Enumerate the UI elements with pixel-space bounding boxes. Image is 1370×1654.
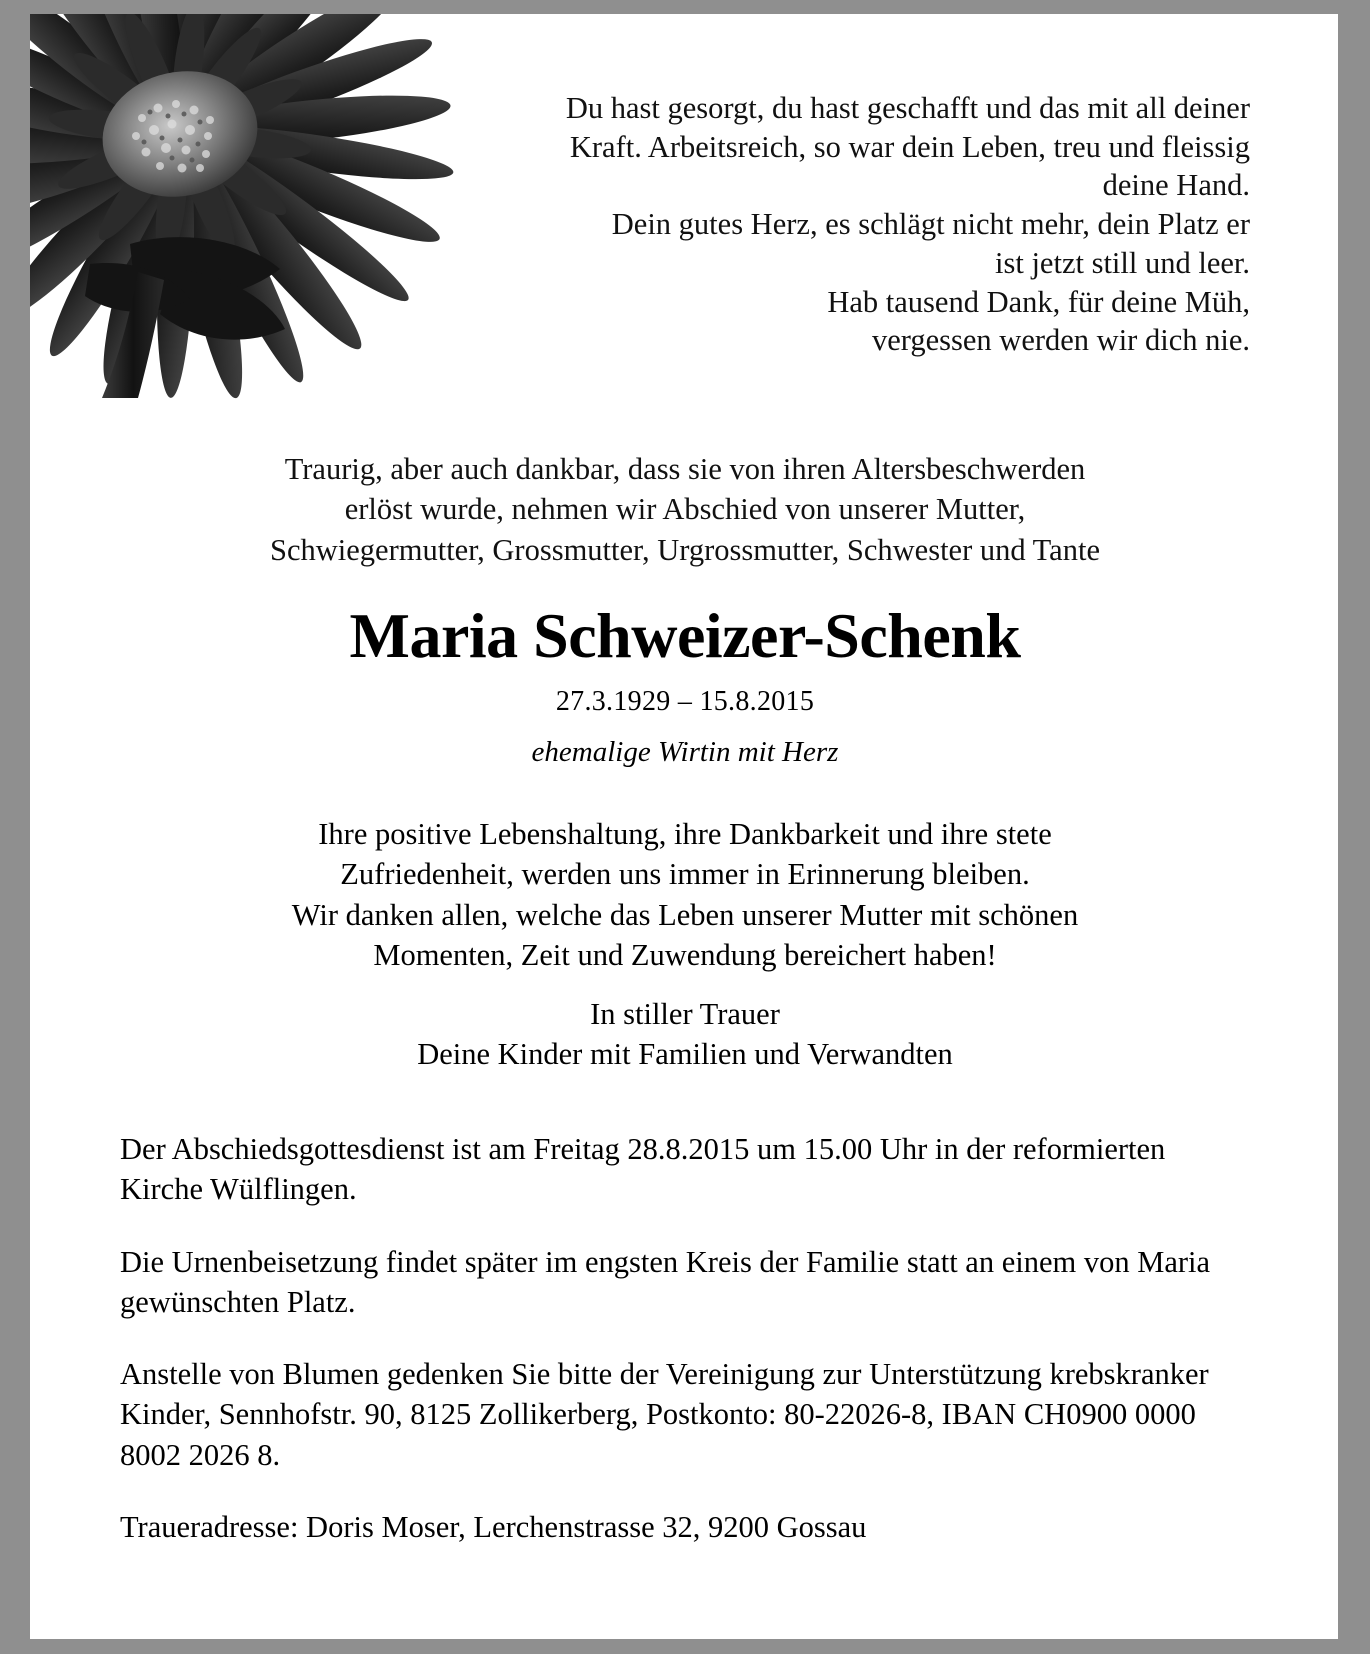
mourners-line: In stiller Trauer	[590, 997, 780, 1031]
donation-info	[120, 1354, 1240, 1475]
poem-line: Kraft. Arbeitsreich, so war dein Leben, treu und fleissig	[569, 129, 1250, 164]
burial-line: an einem von Maria gewünschten Platz.	[120, 1244, 1211, 1319]
intro-text	[110, 449, 1260, 570]
service-info	[120, 1129, 1240, 1210]
memory-line: Wir danken allen, welche das Leben unserer Mutter mit schönen	[291, 897, 1079, 932]
service-line: der reformierten Kirche Wülflingen.	[120, 1132, 1166, 1207]
poem-line: Hab tausend Dank, für deine Müh,	[827, 284, 1250, 319]
memory-line: Zufriedenheit, werden uns immer in Erinnerung bleiben.	[340, 857, 1030, 892]
gerbera-flower-photo	[30, 14, 460, 399]
burial-info	[120, 1242, 1240, 1323]
intro-line: erlöst wurde, nehmen wir Abschied von unserer Mutter,	[344, 492, 1026, 527]
mourners-line: Deine Kinder mit Familien und Verwandten	[417, 1037, 953, 1072]
mourners-text	[110, 994, 1260, 1075]
poem-line: deine Hand.	[1102, 168, 1250, 203]
donation-line: Anstelle von Blumen gedenken Sie bitte der Vereinigung zur	[120, 1357, 862, 1391]
intro-line: Schwiegermutter, Grossmutter, Urgrossmutter, Schwester und Tante	[270, 532, 1100, 567]
memory-line: Momenten, Zeit und Zuwendung bereichert haben!	[373, 937, 997, 972]
role-description: ehemalige Wirtin mit Herz	[531, 736, 839, 768]
obituary-notice	[30, 14, 1338, 1639]
poem-line: ist jetzt still und leer.	[995, 245, 1250, 280]
donation-line: Unterstützung krebskranker Kinder, Sennhofstr. 90, 8125 Zollikerberg,	[120, 1357, 1209, 1432]
life-dates: 27.3.1929 – 15.8.2015	[555, 686, 815, 717]
poem-line: vergessen werden wir dich nie.	[871, 323, 1250, 358]
poem-line: Dein gutes Herz, es schlägt nicht mehr, dein Platz er	[611, 207, 1250, 242]
mourning-address: Traueradresse: Doris Moser, Lerchenstrasse 32, 9200 Gossau	[120, 1509, 867, 1544]
intro-line: Traurig, aber auch dankbar, dass sie von ihren Altersbeschwerden	[284, 452, 1086, 486]
service-line: Der Abschiedsgottesdienst ist am Freitag 28.8.2015 um 15.00 Uhr in	[120, 1132, 959, 1166]
memory-line: Ihre positive Lebenshaltung, ihre Dankbarkeit und ihre stete	[318, 817, 1052, 851]
poem-line: Du hast gesorgt, du hast geschafft und das mit all deiner	[565, 91, 1250, 125]
donation-line: Postkonto: 80-22026-8, IBAN CH0900 0000 8002 2026 8.	[120, 1397, 1196, 1472]
burial-line: Die Urnenbeisetzung findet später im engsten Kreis der Familie statt	[120, 1244, 958, 1279]
deceased-name: Maria Schweizer-Schenk	[349, 600, 1021, 671]
memory-text	[110, 814, 1260, 975]
poem-text	[460, 89, 1250, 360]
details-section	[120, 1129, 1240, 1547]
